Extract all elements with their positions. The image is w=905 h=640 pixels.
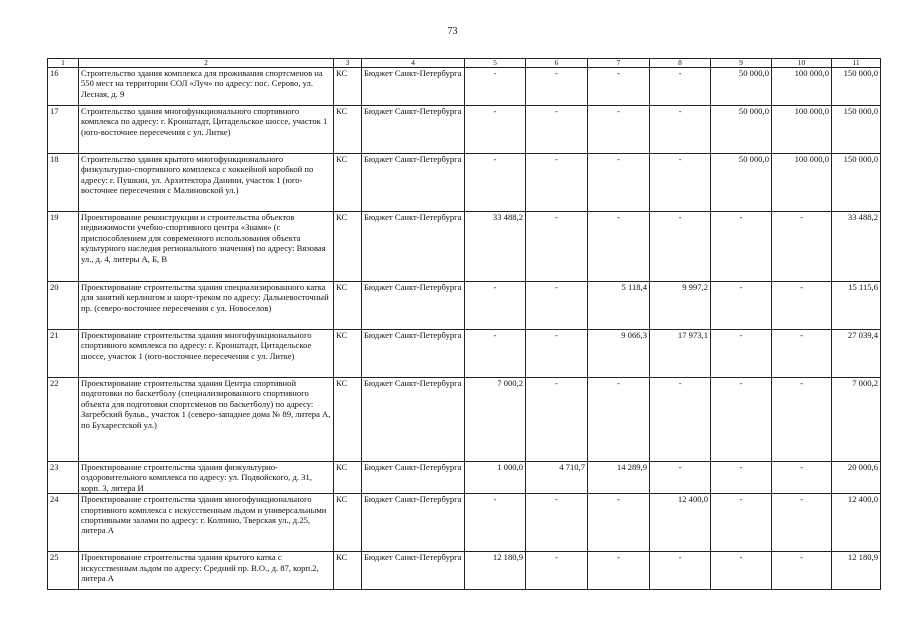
row-code: КС bbox=[334, 68, 362, 106]
row-value-col5: 1 000,0 bbox=[465, 462, 526, 494]
row-value-col7: 9 066,3 bbox=[588, 330, 650, 378]
row-value-col9: - bbox=[711, 212, 772, 282]
row-description: Строительство здания крытого многофункционального физкультурно-спортивного комплекса с хоккейной коробкой по адресу: г. Пушкин, ул. Архитектора Данини, участок 1 (юго-восточнее пересечения с Малиновской ул.) bbox=[79, 154, 334, 212]
row-value-col5: 7 000,2 bbox=[465, 378, 526, 462]
row-code: КС bbox=[334, 330, 362, 378]
row-funding-source: Бюджет Санкт-Петербурга bbox=[362, 330, 465, 378]
row-value-col9: 50 000,0 bbox=[711, 154, 772, 212]
row-number: 21 bbox=[48, 330, 79, 378]
table-row bbox=[48, 106, 881, 154]
row-value-col6: - bbox=[526, 212, 588, 282]
row-value-col9: - bbox=[711, 378, 772, 462]
row-value-col9: - bbox=[711, 494, 772, 552]
row-value-col7: - bbox=[588, 106, 650, 154]
row-value-col7: - bbox=[588, 378, 650, 462]
row-value-col10: - bbox=[772, 282, 832, 330]
row-funding-source: Бюджет Санкт-Петербурга bbox=[362, 68, 465, 106]
row-value-col9: - bbox=[711, 330, 772, 378]
column-header: 4 bbox=[362, 59, 465, 68]
row-value-col8: 9 997,2 bbox=[650, 282, 711, 330]
row-value-col5: - bbox=[465, 494, 526, 552]
row-number: 24 bbox=[48, 494, 79, 552]
row-value-col5: - bbox=[465, 154, 526, 212]
row-value-col7: - bbox=[588, 494, 650, 552]
row-code: КС bbox=[334, 462, 362, 494]
row-value-col8: - bbox=[650, 462, 711, 494]
column-header: 1 bbox=[48, 59, 79, 68]
row-value-col7: - bbox=[588, 68, 650, 106]
row-value-col8: 17 973,1 bbox=[650, 330, 711, 378]
row-value-col9: 50 000,0 bbox=[711, 68, 772, 106]
row-value-col10: 100 000,0 bbox=[772, 106, 832, 154]
table-row bbox=[48, 68, 881, 106]
row-value-col10: - bbox=[772, 330, 832, 378]
column-header: 6 bbox=[526, 59, 588, 68]
table-row bbox=[48, 282, 881, 330]
row-value-col10: - bbox=[772, 552, 832, 590]
row-value-col11: 150 000,0 bbox=[832, 106, 881, 154]
row-value-col6: - bbox=[526, 154, 588, 212]
row-value-col7: - bbox=[588, 212, 650, 282]
row-funding-source: Бюджет Санкт-Петербурга bbox=[362, 462, 465, 494]
row-value-col8: - bbox=[650, 552, 711, 590]
row-value-col11: 20 000,6 bbox=[832, 462, 881, 494]
table-row bbox=[48, 494, 881, 552]
row-code: КС bbox=[334, 106, 362, 154]
row-value-col10: - bbox=[772, 212, 832, 282]
row-number: 22 bbox=[48, 378, 79, 462]
row-value-col5: - bbox=[465, 282, 526, 330]
table-row bbox=[48, 154, 881, 212]
row-number: 25 bbox=[48, 552, 79, 590]
table-row bbox=[48, 330, 881, 378]
row-description: Строительство здания комплекса для проживания спортсменов на 550 мест на территории СОЛ «Луч» по адресу: пос. Серово, ул. Лесная, д. 9 bbox=[79, 68, 334, 106]
row-funding-source: Бюджет Санкт-Петербурга bbox=[362, 378, 465, 462]
row-value-col8: - bbox=[650, 378, 711, 462]
row-funding-source: Бюджет Санкт-Петербурга bbox=[362, 154, 465, 212]
row-description: Проектирование строительства здания крытого катка с искусственным льдом по адресу: Средний пр. В.О., д. 87, корп.2, литера А bbox=[79, 552, 334, 590]
column-header: 11 bbox=[832, 59, 881, 68]
row-value-col5: 12 180,9 bbox=[465, 552, 526, 590]
row-funding-source: Бюджет Санкт-Петербурга bbox=[362, 282, 465, 330]
table-row bbox=[48, 552, 881, 590]
column-header: 9 bbox=[711, 59, 772, 68]
row-value-col11: 150 000,0 bbox=[832, 154, 881, 212]
row-value-col10: - bbox=[772, 462, 832, 494]
row-value-col11: 33 488,2 bbox=[832, 212, 881, 282]
row-number: 17 bbox=[48, 106, 79, 154]
row-value-col8: - bbox=[650, 212, 711, 282]
row-value-col5: - bbox=[465, 106, 526, 154]
row-funding-source: Бюджет Санкт-Петербурга bbox=[362, 106, 465, 154]
column-header: 7 bbox=[588, 59, 650, 68]
row-value-col11: 150 000,0 bbox=[832, 68, 881, 106]
row-value-col6: - bbox=[526, 552, 588, 590]
column-header: 10 bbox=[772, 59, 832, 68]
row-value-col5: 33 488,2 bbox=[465, 212, 526, 282]
row-value-col11: 15 115,6 bbox=[832, 282, 881, 330]
row-description: Проектирование строительства здания Центра спортивной подготовки по баскетболу (специализированного спортивного объекта для подготовки спортсменов по баскетболу) по адресу: Загребский бульв., участок 1 (северо-западнее дома № 89, литера А, по Бухарестской ул.) bbox=[79, 378, 334, 462]
row-value-col9: 50 000,0 bbox=[711, 106, 772, 154]
row-code: КС bbox=[334, 552, 362, 590]
row-number: 18 bbox=[48, 154, 79, 212]
row-value-col8: - bbox=[650, 154, 711, 212]
row-value-col7: 14 289,9 bbox=[588, 462, 650, 494]
row-value-col11: 27 039,4 bbox=[832, 330, 881, 378]
row-value-col9: - bbox=[711, 462, 772, 494]
row-funding-source: Бюджет Санкт-Петербурга bbox=[362, 494, 465, 552]
column-header: 5 bbox=[465, 59, 526, 68]
row-value-col7: 5 118,4 bbox=[588, 282, 650, 330]
table-row bbox=[48, 378, 881, 462]
row-value-col10: 100 000,0 bbox=[772, 154, 832, 212]
row-number: 23 bbox=[48, 462, 79, 494]
row-value-col9: - bbox=[711, 552, 772, 590]
row-description: Проектирование строительства здания многофункционального спортивного комплекса по адресу: г. Кронштадт, Цитадельское шоссе, участок 1 (юго-восточнее пересечения с ул. Литке) bbox=[79, 330, 334, 378]
row-value-col9: - bbox=[711, 282, 772, 330]
row-value-col10: - bbox=[772, 494, 832, 552]
row-value-col11: 12 180,9 bbox=[832, 552, 881, 590]
row-description: Строительство здания многофункционального спортивного комплекса по адресу: г. Кронштадт, Цитадельское шоссе, участок 1 (юго-восточнее пересечения с ул. Литке) bbox=[79, 106, 334, 154]
row-description: Проектирование строительства здания физкультурно-оздоровительного комплекса по адресу: ул. Подвойского, д. 31, корп. 3, литера И bbox=[79, 462, 334, 494]
row-value-col11: 12 400,0 bbox=[832, 494, 881, 552]
row-value-col8: - bbox=[650, 68, 711, 106]
column-header: 8 bbox=[650, 59, 711, 68]
row-value-col6: - bbox=[526, 68, 588, 106]
row-value-col6: 4 710,7 bbox=[526, 462, 588, 494]
row-value-col5: - bbox=[465, 68, 526, 106]
row-value-col10: - bbox=[772, 378, 832, 462]
row-code: КС bbox=[334, 212, 362, 282]
row-value-col6: - bbox=[526, 378, 588, 462]
row-description: Проектирование реконструкции и строительства объектов недвижимости учебно-спортивного центра «Знамя» (с приспособлением для современного использования объекта культурного наследия регионального значения) по адресу: Вязовая ул., д. 4, литеры А, Б, В bbox=[79, 212, 334, 282]
row-description: Проектирование строительства здания специализированного катка для занятий керлингом и шорт-треком по адресу: Дальневосточный пр. (северо-восточнее пересечения с ул. Новоселов) bbox=[79, 282, 334, 330]
row-value-col7: - bbox=[588, 552, 650, 590]
row-number: 20 bbox=[48, 282, 79, 330]
row-value-col10: 100 000,0 bbox=[772, 68, 832, 106]
row-value-col6: - bbox=[526, 106, 588, 154]
page-number: 73 bbox=[447, 26, 458, 37]
table-row bbox=[48, 212, 881, 282]
row-value-col6: - bbox=[526, 330, 588, 378]
row-code: КС bbox=[334, 282, 362, 330]
row-code: КС bbox=[334, 154, 362, 212]
row-value-col8: 12 400,0 bbox=[650, 494, 711, 552]
row-funding-source: Бюджет Санкт-Петербурга bbox=[362, 212, 465, 282]
row-code: КС bbox=[334, 494, 362, 552]
row-number: 19 bbox=[48, 212, 79, 282]
column-header: 2 bbox=[79, 59, 334, 68]
row-value-col6: - bbox=[526, 282, 588, 330]
row-value-col5: - bbox=[465, 330, 526, 378]
row-funding-source: Бюджет Санкт-Петербурга bbox=[362, 552, 465, 590]
row-number: 16 bbox=[48, 68, 79, 106]
column-header: 3 bbox=[334, 59, 362, 68]
row-value-col8: - bbox=[650, 106, 711, 154]
budget-table bbox=[47, 58, 881, 590]
row-value-col7: - bbox=[588, 154, 650, 212]
row-code: КС bbox=[334, 378, 362, 462]
row-value-col6: - bbox=[526, 494, 588, 552]
table-row bbox=[48, 462, 881, 494]
header-row bbox=[48, 59, 881, 68]
row-value-col11: 7 000,2 bbox=[832, 378, 881, 462]
row-description: Проектирование строительства здания многофункционального спортивного комплекса с искусственным льдом и универсальными спортивными залами по адресу: г. Колпино, Тверская ул., д.25, литера А bbox=[79, 494, 334, 552]
